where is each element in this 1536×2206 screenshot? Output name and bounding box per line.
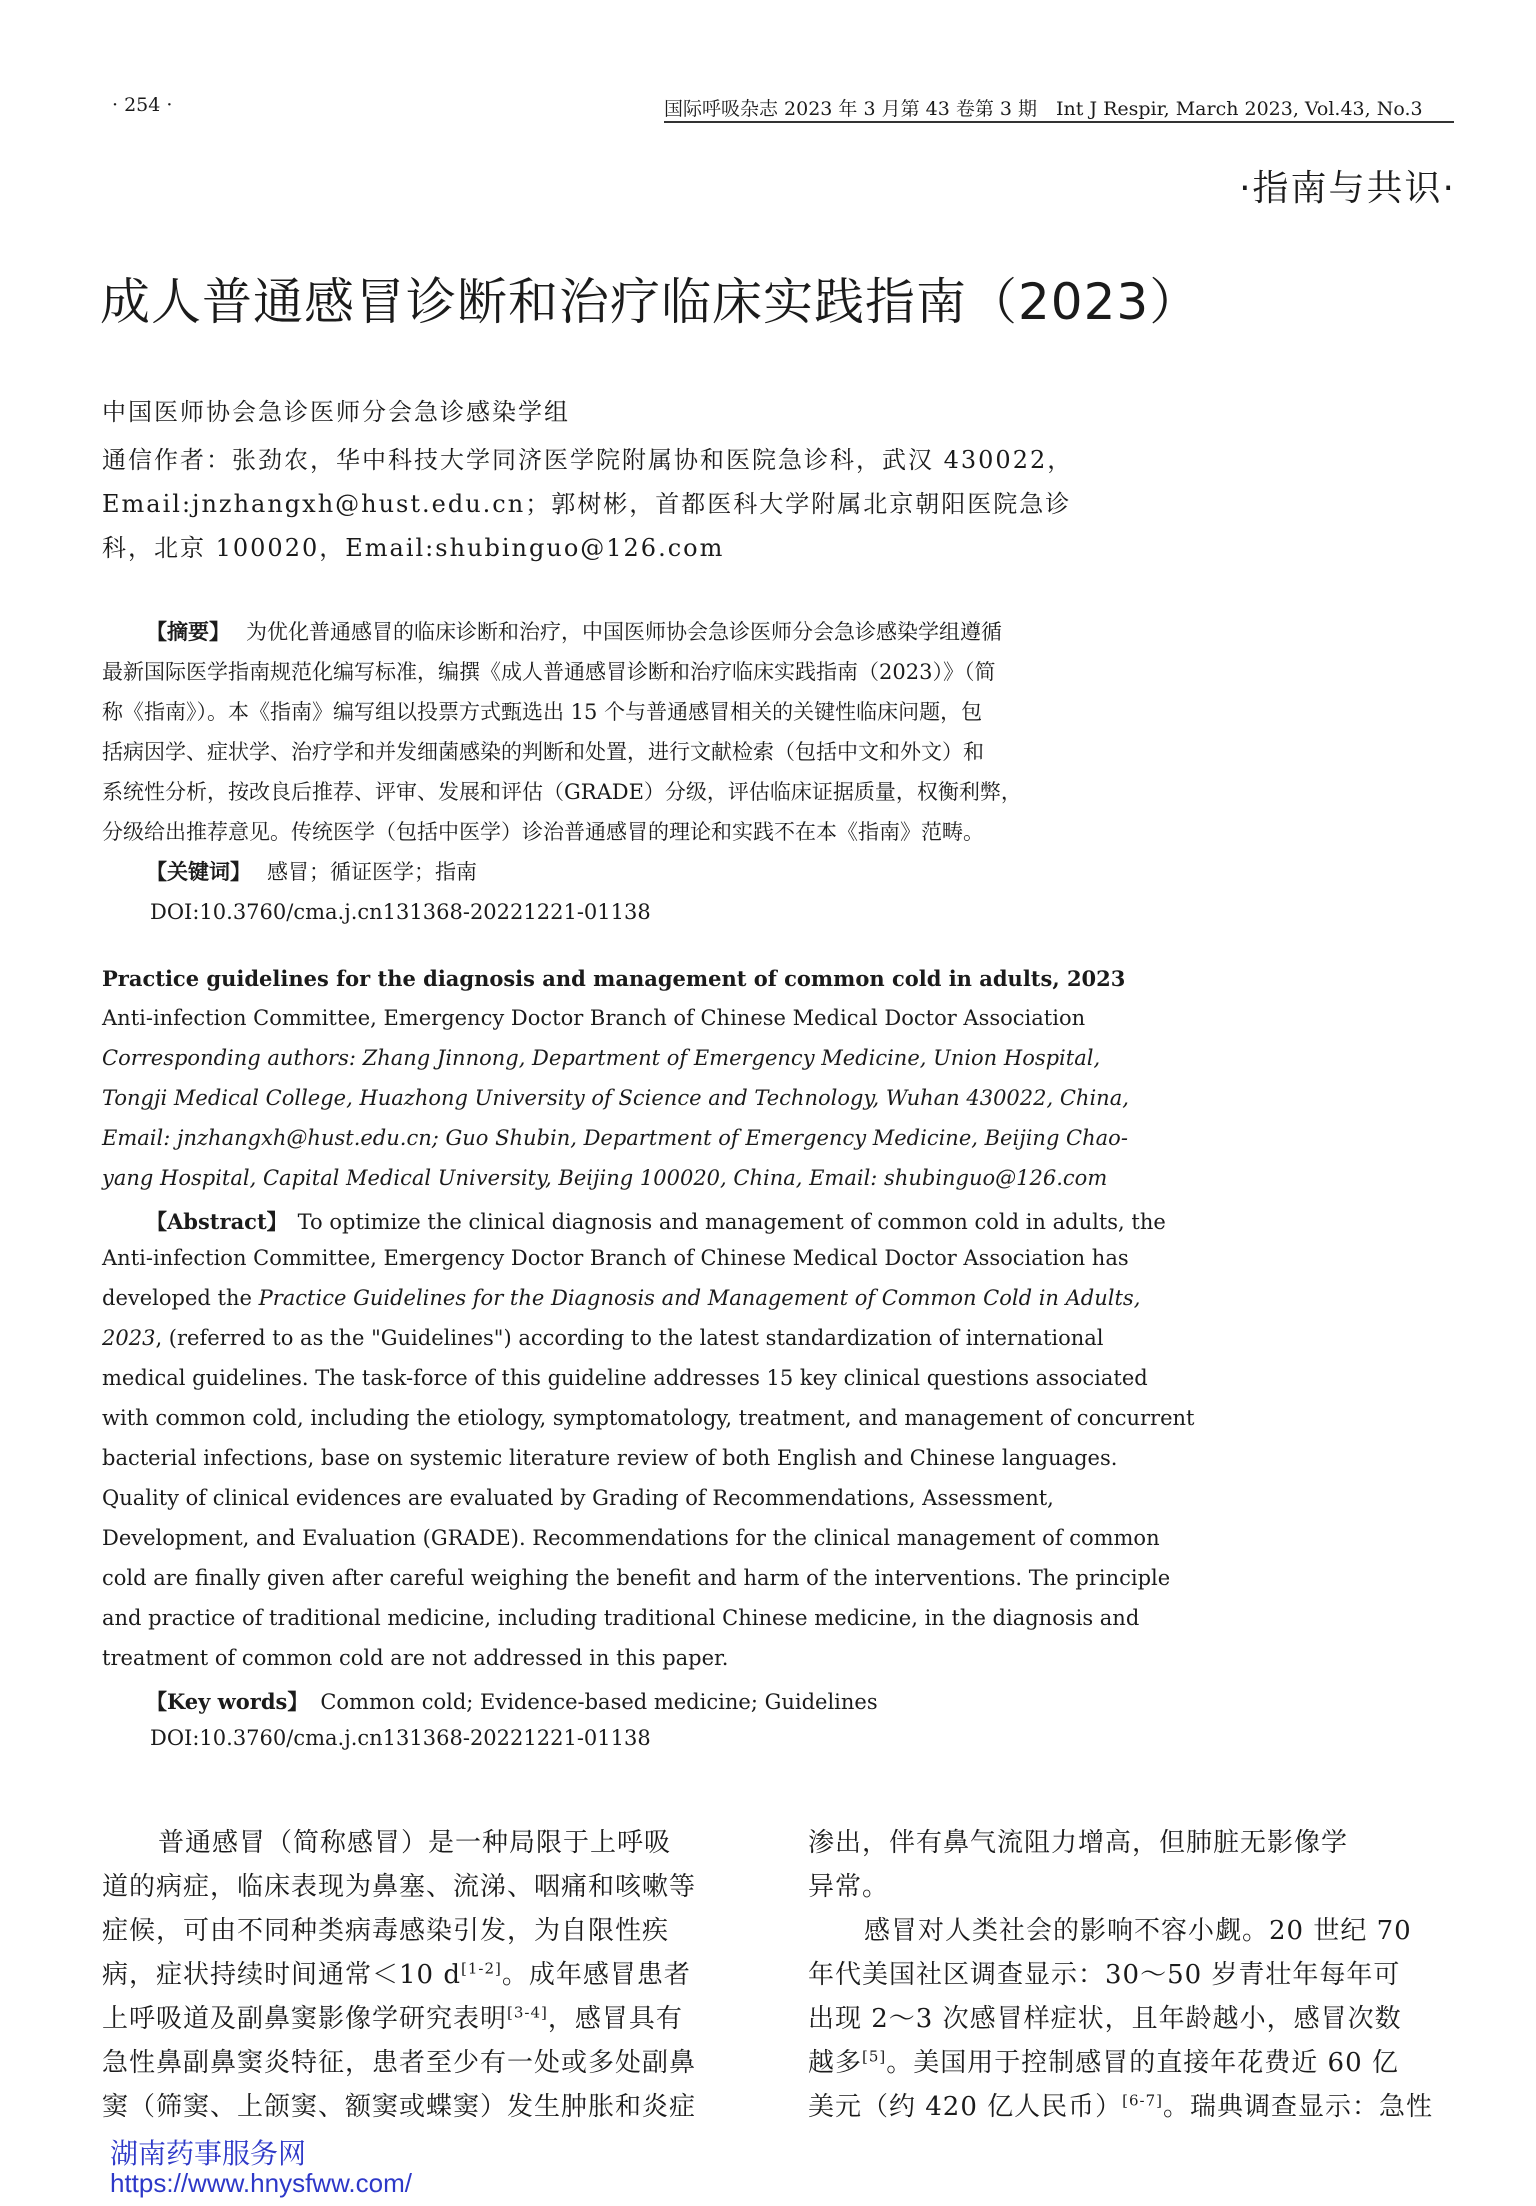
english-doi: DOI:10.3760/cma.j.cn131368-20221221-01138 <box>150 1726 651 1750</box>
corresponding-line: 通信作者：张劲农，华中科技大学同济医学院附属协和医院急诊科，武汉 430022， <box>102 446 1074 474</box>
english-abstract-line: Development, and Evaluation (GRADE). Recommendations for the clinical management of common <box>102 1526 1160 1550</box>
english-abstract-line: bacterial infections, base on systemic literature review of both English and Chinese languages. <box>102 1446 1118 1470</box>
english-abstract-line <box>102 1286 1140 1310</box>
body-line: 年代美国社区调查显示：30～50 岁青壮年每年可 <box>808 1960 1401 1990</box>
english-abstract-line: Quality of clinical evidences are evaluated by Grading of Recommendations, Assessment, <box>102 1486 1054 1510</box>
english-corresponding-line: yang Hospital, Capital Medical University, Beijing 100020, China, Email: shubinguo@126.com <box>102 1166 1108 1190</box>
keywords-cn: 感冒；循证医学；指南 <box>267 860 477 884</box>
guideline-title-italic: Practice Guidelines for the Diagnosis and Management of Common Cold in Adults, <box>258 1286 1141 1310</box>
author-group: 中国医师协会急诊医师分会急诊感染学组 <box>102 398 570 426</box>
page-number: · 254 · <box>112 94 173 116</box>
header-rule <box>664 121 1454 123</box>
body-line <box>102 1998 683 2035</box>
article-title: 成人普通感冒诊断和治疗临床实践指南（2023） <box>100 273 1201 331</box>
body-line: 窦（筛窦、上颌窦、额窦或蝶窦）发生肿胀和炎症 <box>102 2092 697 2122</box>
citation: [6-7] <box>1122 2091 1164 2110</box>
doi-cn-line <box>102 892 1156 932</box>
english-title: Practice guidelines for the diagnosis and management of common cold in adults, 2023 <box>102 966 1126 991</box>
english-keywords: Common cold; Evidence-based medicine; Guidelines <box>320 1690 878 1714</box>
body-text: 。成年感冒患者 <box>501 1960 691 1990</box>
guideline-year-italic: 2023 <box>102 1326 156 1350</box>
body-text: ，感冒具有 <box>547 2004 683 2034</box>
corresponding-line: 科，北京 100020，Email:shubinguo@126.com <box>102 534 725 562</box>
watermark-name: 湖南药事服务网 <box>110 2137 307 2170</box>
section-label: ·指南与共识· <box>1239 168 1456 209</box>
english-author-group: Anti-infection Committee, Emergency Doctor Branch of Chinese Medical Doctor Association <box>102 1006 1086 1030</box>
citation: [5] <box>862 2047 887 2066</box>
english-abstract-label: 【Abstract】 <box>146 1209 288 1234</box>
corresponding-line: Email:jnzhangxh@hust.edu.cn；郭树彬，首都医科大学附属北京朝阳医院急诊 <box>102 490 1072 518</box>
body-line <box>808 2086 1433 2123</box>
english-corresponding-line: Corresponding authors: Zhang Jinnong, Department of Emergency Medicine, Union Hospital, <box>102 1046 1101 1070</box>
body-text: 上呼吸道及副鼻窦影像学研究表明 <box>102 2004 508 2034</box>
body-text: 感冒对人类社会的影响不容小觑。20 世纪 70 <box>864 1916 1412 1946</box>
english-abstract-text: To optimize the clinical diagnosis and management of common cold in adults, the <box>297 1210 1166 1234</box>
keywords-cn-label: 【关键词】 <box>146 859 251 884</box>
doi-cn: DOI:10.3760/cma.j.cn131368-20221221-01138 <box>150 900 651 924</box>
body-line <box>102 1822 671 1859</box>
abstract-cn-line: 系统性分析，按改良后推荐、评审、发展和评估（GRADE）分级，评估临床证据质量，权衡利弊， <box>102 780 1022 804</box>
english-doi-line <box>102 1726 651 1750</box>
body-text: 越多 <box>808 2048 863 2078</box>
abstract-cn-line: 分级给出推荐意见。传统医学（包括中医学）诊治普通感冒的理论和实践不在本《指南》范畴。 <box>102 820 984 844</box>
english-abstract-text: developed the <box>102 1286 252 1310</box>
english-abstract-line: cold are finally given after careful weighing the benefit and harm of the interventions. The principle <box>102 1566 1171 1590</box>
abstract-cn-text: 为优化普通感冒的临床诊断和治疗，中国医师协会急诊医师分会急诊感染学组遵循 <box>246 620 1002 644</box>
body-text: 。美国用于控制感冒的直接年花费近 60 亿 <box>886 2048 1399 2078</box>
body-line <box>808 2042 1399 2079</box>
english-corresponding-line: Tongji Medical College, Huazhong University of Science and Technology, Wuhan 430022, China, <box>102 1086 1129 1110</box>
body-text: 普通感冒（简称感冒）是一种局限于上呼吸 <box>158 1828 672 1858</box>
english-abstract-line <box>102 1326 1104 1350</box>
body-line: 急性鼻副鼻窦炎特征，患者至少有一处或多处副鼻 <box>102 2048 697 2078</box>
body-line: 出现 2～3 次感冒样症状，且年龄越小，感冒次数 <box>808 2004 1402 2034</box>
citation: [3-4] <box>507 2003 548 2022</box>
body-text: 。瑞典调查显示：急性 <box>1163 2092 1434 2122</box>
body-text: 美元（约 420 亿人民币） <box>808 2092 1123 2122</box>
abstract-cn-line: 最新国际医学指南规范化编写标准，编撰《成人普通感冒诊断和治疗临床实践指南（2023）》（简 <box>102 660 996 684</box>
body-line: 渗出，伴有鼻气流阻力增高，但肺脏无影像学 <box>808 1828 1349 1858</box>
english-keywords-label: 【Key words】 <box>146 1689 309 1714</box>
english-keywords-line <box>102 1686 878 1716</box>
abstract-cn-label: 【摘要】 <box>146 619 230 644</box>
english-abstract-line: medical guidelines. The task-force of this guideline addresses 15 key clinical questions associated <box>102 1366 1148 1390</box>
body-line <box>102 1954 691 1991</box>
body-text: 病，症状持续时间通常＜10 d <box>102 1960 461 1990</box>
body-line: 症候，可由不同种类病毒感染引发，为自限性疾 <box>102 1916 670 1946</box>
english-abstract-line <box>102 1206 1166 1236</box>
journal-header: 国际呼吸杂志 2023 年 3 月第 43 卷第 3 期 Int J Respir, March 2023, Vol.43, No.3 <box>664 98 1423 120</box>
english-abstract-line: and practice of traditional medicine, including traditional Chinese medicine, in the diagnosis and <box>102 1606 1140 1630</box>
english-corresponding-line: Email: jnzhangxh@hust.edu.cn; Guo Shubin, Department of Emergency Medicine, Beijing Chao- <box>102 1126 1128 1150</box>
keywords-cn-line <box>102 852 1156 892</box>
abstract-cn-line: 括病因学、症状学、治疗学和并发细菌感染的判断和处置，进行文献检索（包括中文和外文）和 <box>102 740 984 764</box>
body-line <box>808 1910 1412 1947</box>
english-abstract-text: , (referred to as the "Guidelines") according to the latest standardization of international <box>155 1326 1104 1350</box>
citation: [1-2] <box>461 1959 502 1978</box>
abstract-cn-line <box>102 612 1156 652</box>
body-line: 道的病症，临床表现为鼻塞、流涕、咽痛和咳嗽等 <box>102 1872 697 1902</box>
english-abstract-line: with common cold, including the etiology, symptomatology, treatment, and management of concurrent <box>102 1406 1195 1430</box>
abstract-cn-line: 称《指南》）。本《指南》编写组以投票方式甄选出 15 个与普通感冒相关的关键性临床问题，包 <box>102 700 983 724</box>
english-abstract-line: treatment of common cold are not addressed in this paper. <box>102 1646 729 1670</box>
english-abstract-line: Anti-infection Committee, Emergency Doctor Branch of Chinese Medical Doctor Association has <box>102 1246 1129 1270</box>
body-line: 异常。 <box>808 1872 890 1902</box>
watermark-url[interactable]: https://www.hnysfww.com/ <box>110 2168 412 2198</box>
